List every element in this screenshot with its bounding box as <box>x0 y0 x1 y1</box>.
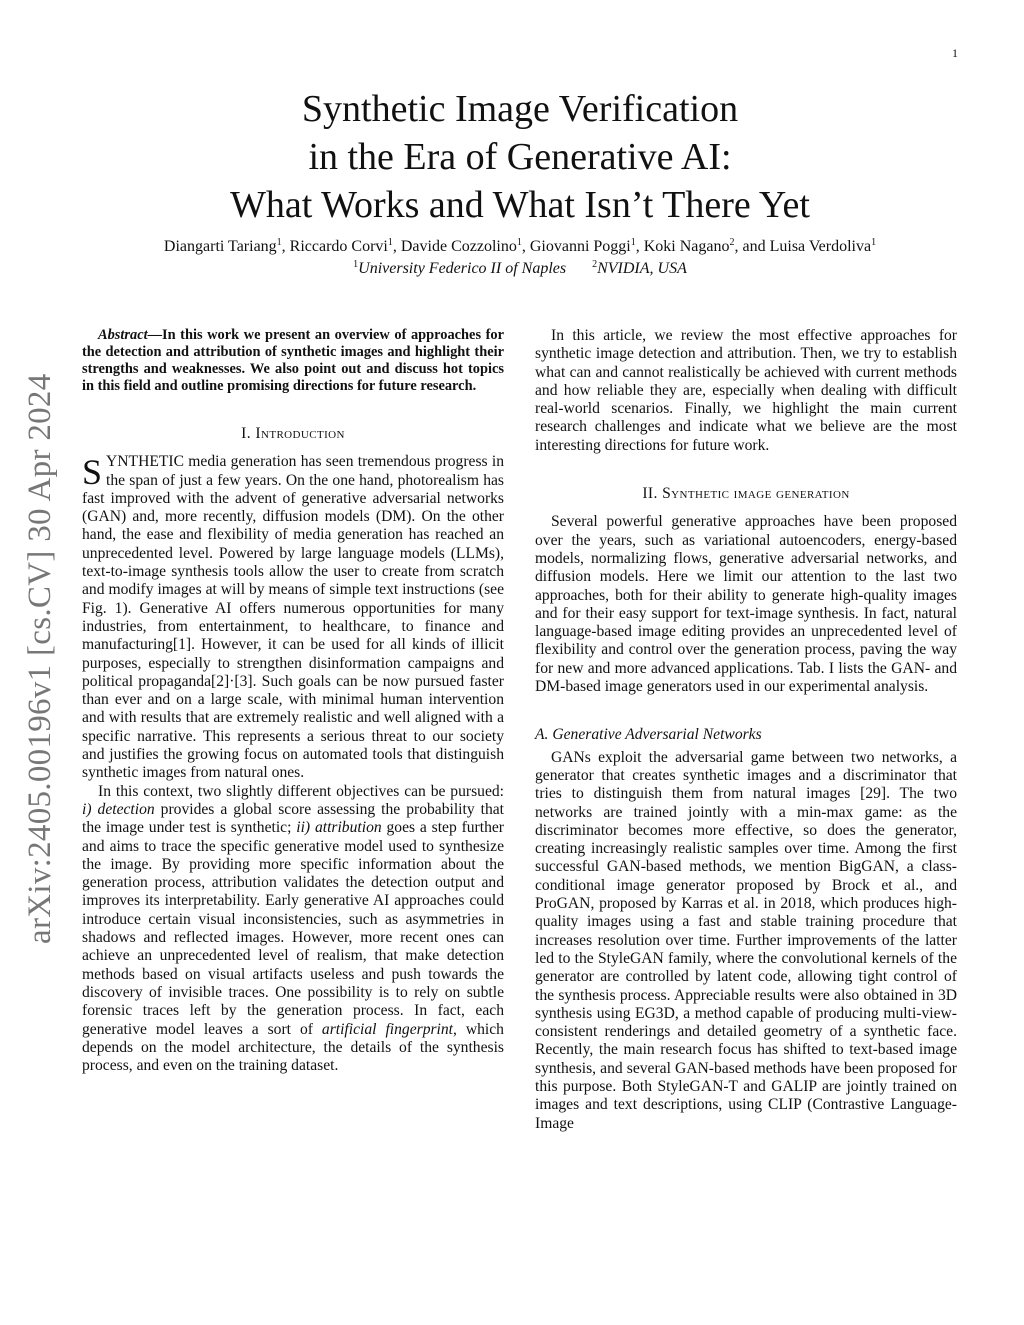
overview-paragraph: In this article, we review the most effective approaches for synthetic image detection and attribution. Then, we try to establish what can and cannot realistically be achieved with current methods and how reliable they are, especially when dealing with difficult real-world scenarios. Finally, we highlight the main current research challenges and indicate what we believe are the most interesting directions for future work. <box>535 327 957 454</box>
author-affiliation-mark: 1 <box>871 237 877 248</box>
subsection-number: A. <box>535 726 549 744</box>
abstract <box>82 327 504 395</box>
section-number: I. <box>241 425 252 442</box>
author-affiliation-mark: 2 <box>729 237 735 248</box>
subsection-title: Generative Adversarial Networks <box>552 726 762 744</box>
objectives-paragraph <box>82 783 504 1076</box>
gan-paragraph: GANs exploit the adversarial game between two networks, a generator that creates synthetic images and a discriminator that tries to distinguish them from natural images [29]. The two networks are trained jointly with a min-max game: as the discriminator becomes more effective, so does the generator, creating increasingly realistic samples over time. Among the first successful GAN-based methods, we mention BigGAN, a class-conditional image generator proposed by Brock et al., and ProGAN, proposed by Karras et al. in 2018, which produces high-quality images using a fast and stable training procedure that increases resolution over time. Further improvements of the latter led to the StyleGAN family, where the convolutional kernels of the generator are controlled by latent code, allowing tight control of the synthesis process. Appreciable results were also obtained in 3D synthesis using EG3D, a method capable of producing multi-view-consistent renderings and detailed geometry of a synthetic face. Recently, the main research focus has shifted to text-based image synthesis, and several GAN-based methods have been proposed for this purpose. Both StyleGAN-T and GALIP are jointly trained on images and text descriptions, using CLIP (Contrastive Language-Image <box>535 748 957 1132</box>
emphasis-detection: i) detection <box>82 800 155 818</box>
intro-first-word: YNTHETIC <box>106 453 184 471</box>
affiliation-list <box>60 258 980 280</box>
section-title: Synthetic image generation <box>662 485 850 503</box>
paragraph-text: provides a global score assessing the probability that the image under test is synthetic; <box>82 800 505 837</box>
paper-title <box>150 85 890 229</box>
author-name: Diangarti Tariang <box>163 238 277 255</box>
page-number: 1 <box>952 46 958 60</box>
abstract-text: In this work we present an overview of approaches for the detection and attribution of synthetic images and highlight their strengths and weaknesses. We also point out and discuss hot topics in this field and outline promising directions for future research. <box>82 327 504 394</box>
section-heading-synthetic-image-generation <box>535 485 957 503</box>
title-line: in the Era of Generative AI: <box>308 136 732 178</box>
emphasis-attribution: ii) attribution <box>296 819 382 837</box>
author-affiliation-mark: 1 <box>387 237 393 248</box>
left-column <box>82 327 504 1075</box>
affiliation-name: NVIDIA, USA <box>597 260 687 277</box>
author-name: Riccardo Corvi <box>289 238 388 255</box>
arxiv-stamp: arXiv:2405.00196v1 [cs.CV] 30 Apr 2024 <box>22 373 58 944</box>
author-name: Davide Cozzolino <box>400 238 517 255</box>
author-list: Diangarti Tariang$^1$, Riccardo Corvi$^1$, Davide Cozzolino$^1$, Giovanni Poggi$^1$, Koki Nagano$^2$, and Luisa Verdoliva$^1$ <box>163 237 877 255</box>
section-heading-introduction <box>82 425 504 443</box>
affiliation-mark: 1 <box>353 259 359 270</box>
author-affiliation-mark: 1 <box>630 237 636 248</box>
paragraph-text: goes a step further and aims to trace the specific generative model used to synthesize the image. By providing more specific information about the generation process, attribution validates the detection output and improves its interpretability. Early generative AI approaches could introduce certain visual inconsistencies, such as asymmetries in shadows and reflected images. However, more recent ones can achieve an unprecedented level of realism, that make detection methods based on visual artifacts useless and push towards the discovery of invisible traces. One possibility is to rely on subtle forensic traces left by the generation process. In fact, each generative model leaves a sort of <box>82 819 504 1038</box>
author-conjunction: and <box>742 238 766 255</box>
section-number: II. <box>642 485 658 503</box>
author-name: Koki Nagano <box>643 238 730 255</box>
intro-paragraph-text: media generation has seen tremendous progress in the span of just a few years. On the one hand, photorealism has fast improved with the advent of generative adversarial networks (GAN) and, more recently, diffusion models (DM). On the other hand, the ease and flexibility of media generation has reached an unprecedented level. Powered by large language models (LLMs), text-to-image synthesis tools allow the user to create from scratch and modify images at will by means of simple text instructions (see Fig. 1). Generative AI offers numerous opportunities for many industries, from entertainment, to healthcare, to finance and manufacturing[1]. However, it can be used for all kinds of illicit purposes, especially to strengthen disinformation campaigns and political propaganda[2]·[3]. Such goals can be now pursued faster than ever and on a large scale, with minimal human intervention and with results that are extremely realistic and well aligned with a specific narrative. This represents a serious threat to our society and justifies the growing focus on automated tools that distinguish synthetic images from natural ones. <box>82 453 505 782</box>
author-affiliation-mark: 1 <box>276 237 282 248</box>
section-title: Introduction <box>255 425 345 442</box>
author-affiliation-mark: 1 <box>516 237 522 248</box>
paragraph-text: In this context, two slightly different objectives can be pursued: <box>98 782 504 800</box>
title-line: Synthetic Image Verification <box>301 88 739 130</box>
intro-paragraph <box>82 453 504 782</box>
affiliation-mark: 2 <box>592 259 598 270</box>
abstract-label: Abstract <box>98 327 148 343</box>
subsection-heading-gan <box>535 726 957 744</box>
drop-cap: S <box>82 452 103 493</box>
generation-paragraph: Several powerful generative approaches have been proposed over the years, such as variational autoencoders, energy-based models, normalizing flows, generative adversarial networks, and diffusion models. Here we limit our attention to the last two approaches, both for their ability to generate high-quality images and for their easy support for text-image synthesis. In fact, natural language-based image editing provides an unprecedented level of flexibility and control over the generation process, paving the way for new and more advanced applications. Tab. I lists the GAN- and DM-based image generators used in our experimental analysis. <box>535 513 957 696</box>
author-name: Giovanni Poggi <box>529 238 631 255</box>
right-column <box>535 327 957 1133</box>
emphasis-artificial-fingerprint: artificial fingerprint <box>321 1020 454 1038</box>
title-line: What Works and What Isn’t There Yet <box>230 184 810 226</box>
abstract-dash: — <box>147 327 162 343</box>
paragraph-text: , which depends on the model architecture, the details of the synthesis process, and even on the training dataset. <box>82 1020 504 1075</box>
author-name: Luisa Verdoliva <box>769 238 872 255</box>
affiliation-name: University Federico II of Naples <box>358 260 567 277</box>
